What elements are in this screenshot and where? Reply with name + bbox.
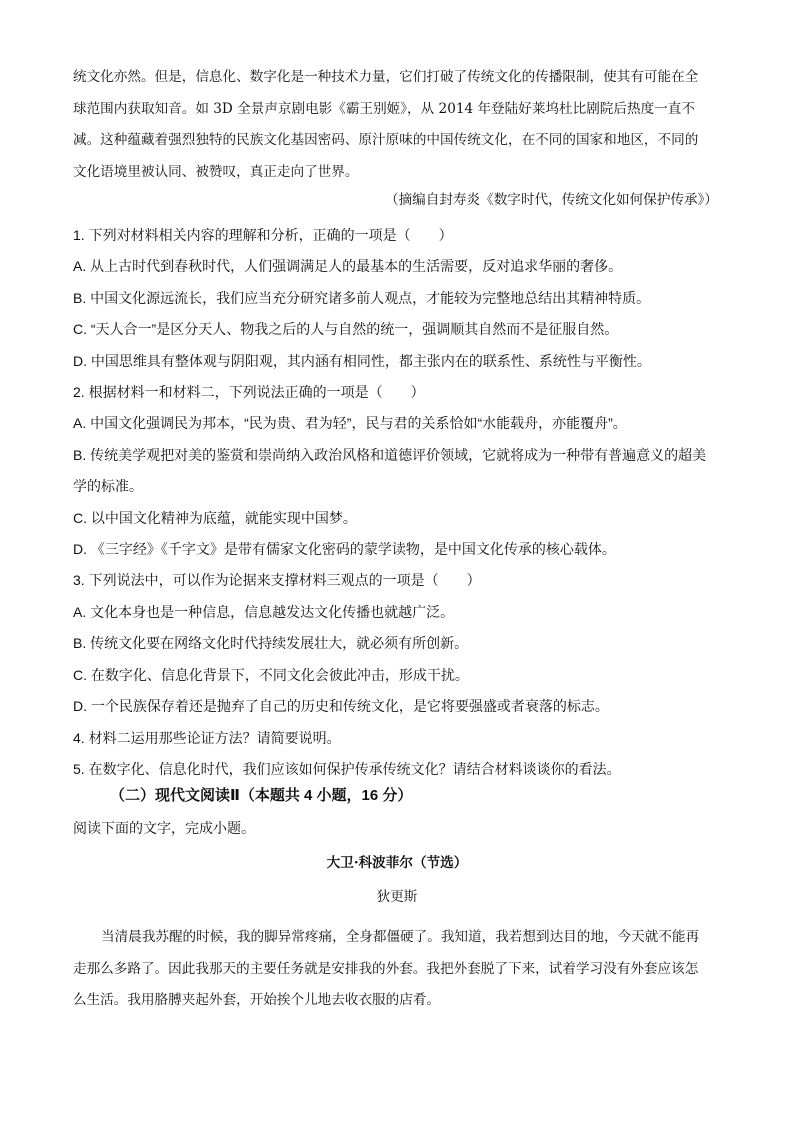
story-line: 走那么多路了。因此我那天的主要任务就是安排我的外套。我把外套脱了下来，试着学习没有外套应该怎	[73, 960, 699, 977]
story-passage	[73, 922, 723, 1017]
question-3-option-b: B. 传统文化要在网络文化时代持续发展壮大，就必须有所创新。	[73, 635, 469, 652]
question-1-stem: 1. 下列对材料相关内容的理解和分析，正确的一项是（ ）	[73, 227, 453, 243]
intro-passage	[73, 62, 723, 188]
question-2-option-b: B. 传统美学观把对美的鉴赏和崇尚纳入政治风格和道德评价领域，它就将成为一种带有普遍意义的超美	[73, 446, 707, 463]
question-list	[73, 220, 733, 785]
question-5-stem: 5. 在数字化、信息化时代，我们应该如何保护传承传统文化？请结合材料谈谈你的看法。	[73, 760, 621, 777]
intro-line: 球范围内获取知音。如 3D 全景声京剧电影《霸王别姬》，从 2014 年登陆好莱坞杜比剧院后热度一直不	[73, 100, 695, 117]
question-2-option-b-continued: 学的标准。	[73, 478, 143, 495]
section-instruction: 阅读下面的文字，完成小题。	[73, 820, 255, 836]
question-1-option-d: D. 中国思维具有整体观与阴阳观，其内涵有相同性，都主张内在的联系性、系统性与平衡性。	[73, 352, 651, 369]
question-3-option-c: C. 在数字化、信息化背景下，不同文化会彼此冲击，形成干扰。	[73, 666, 469, 683]
question-2-option-a: A. 中国文化强调民为邦本，“民为贵、君为轻”，民与君的关系恰如“水能载舟，亦能覆舟”。	[73, 415, 627, 432]
question-1-option-a: A. 从上古时代到春秋时代，人们强调满足人的最基本的生活需要，反对追求华丽的奢侈。	[73, 258, 623, 275]
question-2-option-c: C. 以中国文化精神为底蕴，就能实现中国梦。	[73, 509, 357, 526]
question-4-stem: 4. 材料二运用那些论证方法？请简要说明。	[73, 729, 341, 746]
source-citation: （摘编自封寿炎《数字时代，传统文化如何保护传承》）	[384, 192, 718, 208]
story-line: 当清晨我苏醒的时候，我的脚异常疼痛，全身都僵硬了。我知道，我若想到达目的地，今天就不能再	[101, 929, 700, 945]
intro-line: 减。这种蕴藏着强烈独特的民族文化基因密码、原汁原味的中国传统文化，在不同的国家和地区，不同的	[73, 132, 699, 148]
story-line: 么生活。我用胳膊夹起外套，开始挨个儿地去收衣服的店肴。	[73, 992, 441, 1008]
story-title: 大卫·科波菲尔（节选）	[326, 855, 468, 871]
story-author: 狄更斯	[376, 889, 418, 905]
intro-line: 文化语境里被认同、被赞叹，真正走向了世界。	[73, 163, 359, 180]
question-2-option-d: D. 《三字经》《千字文》是带有儒家文化密码的蒙学读物，是中国文化传承的核心载体。	[73, 541, 616, 558]
question-2-stem: 2. 根据材料一和材料二，下列说法正确的一项是（ ）	[73, 384, 425, 401]
section-heading: （二）现代文阅读Ⅱ（本题共 4 小题，16 分）	[110, 787, 413, 804]
question-1-option-c: C. “天人合一”是区分天人、物我之后的人与自然的统一，强调顺其自然而不是征服自然。	[73, 321, 619, 338]
question-3-option-a: A. 文化本身也是一种信息，信息越发达文化传播也就越广泛。	[73, 603, 455, 620]
question-1-option-b: B. 中国文化源远流长，我们应当充分研究诸多前人观点，才能较为完整地总结出其精神特质。	[73, 289, 651, 306]
question-3-stem: 3. 下列说法中，可以作为论据来支撑材料三观点的一项是（ ）	[73, 572, 481, 589]
intro-line: 统文化亦然。但是，信息化、数字化是一种技术力量，它们打破了传统文化的传播限制，使其有可能在全	[73, 69, 699, 85]
question-3-option-d: D. 一个民族保存着还是抛弃了自己的历史和传统文化，是它将要强盛或者衰落的标志。	[73, 698, 609, 715]
